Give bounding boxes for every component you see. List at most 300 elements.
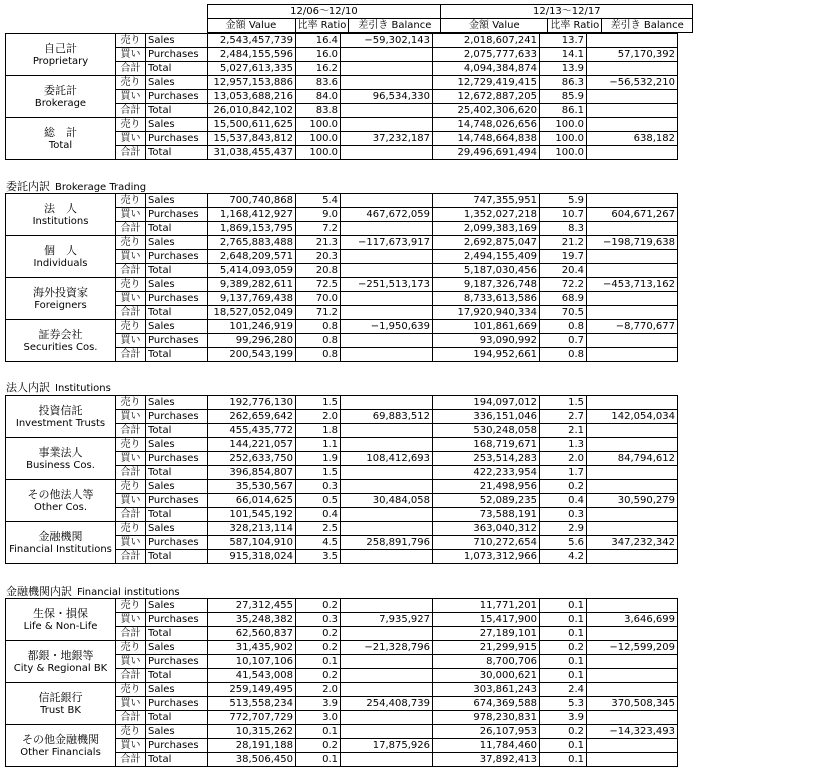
row-type-jp: 合計 (116, 711, 146, 725)
table-row (6, 76, 678, 90)
value-cell-2: 2,018,607,241 (433, 34, 540, 48)
value-cell-1: 2,765,883,488 (208, 236, 296, 250)
ratio-cell-2: 86.3 (540, 76, 587, 90)
value-cell-1: 144,221,057 (208, 438, 296, 452)
balance-cell-1 (341, 550, 433, 564)
group-name-jp: その他法人等 (27, 487, 94, 501)
ratio-cell-1: 100.0 (296, 146, 341, 160)
value-cell-2: 26,107,953 (433, 725, 540, 739)
value-cell-1: 12,957,153,886 (208, 76, 296, 90)
group-name-en: City & Regional BK (13, 662, 108, 674)
balance-cell-1 (341, 599, 433, 613)
balance-cell-2 (587, 34, 678, 48)
ratio-cell-1: 2.5 (296, 522, 341, 536)
group-name (6, 34, 116, 76)
value-cell-2: 2,494,155,409 (433, 250, 540, 264)
value-cell-1: 15,537,843,812 (208, 132, 296, 146)
row-type-en: Purchases (146, 655, 208, 669)
ratio-cell-1: 0.2 (296, 627, 341, 641)
value-cell-2: 14,748,664,838 (433, 132, 540, 146)
value-cell-2: 52,089,235 (433, 494, 540, 508)
ratio-cell-2: 13.9 (540, 62, 587, 76)
value-cell-1: 99,296,280 (208, 334, 296, 348)
ratio-cell-1: 7.2 (296, 222, 341, 236)
value-cell-1: 5,414,093,059 (208, 264, 296, 278)
balance-cell-2 (587, 627, 678, 641)
balance-cell-2 (587, 669, 678, 683)
value-cell-1: 10,107,106 (208, 655, 296, 669)
ratio-cell-1: 1.1 (296, 438, 341, 452)
ratio-cell-2: 19.7 (540, 250, 587, 264)
group-name-jp: 金融機関 (38, 529, 83, 543)
table-row (6, 278, 678, 292)
row-type-en: Total (146, 669, 208, 683)
row-type-jp: 合計 (116, 348, 146, 362)
balance-cell-1 (341, 725, 433, 739)
ratio-cell-2: 0.1 (540, 613, 587, 627)
group-name (6, 438, 116, 480)
balance-cell-1: −117,673,917 (341, 236, 433, 250)
balance-cell-1: 96,534,330 (341, 90, 433, 104)
row-type-en: Purchases (146, 132, 208, 146)
row-type-jp: 売り (116, 278, 146, 292)
ratio-cell-2: 2.1 (540, 424, 587, 438)
value-cell-2: 2,099,383,169 (433, 222, 540, 236)
value-cell-1: 396,854,807 (208, 466, 296, 480)
value-cell-1: 2,648,209,571 (208, 250, 296, 264)
row-type-jp: 売り (116, 522, 146, 536)
balance-cell-1 (341, 438, 433, 452)
group-name-en: Securities Cos. (23, 341, 98, 353)
balance-cell-2 (587, 683, 678, 697)
balance-cell-2: 84,794,612 (587, 452, 678, 466)
value-cell-1: 28,191,188 (208, 739, 296, 753)
data-table (5, 395, 678, 564)
value-cell-1: 1,168,412,927 (208, 208, 296, 222)
ratio-cell-2: 0.1 (540, 655, 587, 669)
table-row (6, 236, 678, 250)
row-type-en: Sales (146, 725, 208, 739)
row-type-en: Purchases (146, 48, 208, 62)
balance-cell-2: −56,532,210 (587, 76, 678, 90)
ratio-cell-2: 1.5 (540, 396, 587, 410)
balance-cell-1: 254,408,739 (341, 697, 433, 711)
group-name-jp: 法 人 (44, 201, 77, 215)
value-cell-2: 253,514,283 (433, 452, 540, 466)
ratio-cell-1: 2.0 (296, 683, 341, 697)
value-cell-1: 31,435,902 (208, 641, 296, 655)
balance-cell-2: 638,182 (587, 132, 678, 146)
row-type-en: Sales (146, 118, 208, 132)
balance-cell-1: 37,232,187 (341, 132, 433, 146)
group-name-jp: 委託計 (44, 83, 77, 97)
value-cell-2: 27,189,101 (433, 627, 540, 641)
balance-cell-1: 108,412,693 (341, 452, 433, 466)
group-name-jp: 自己計 (44, 41, 77, 55)
group-name (6, 396, 116, 438)
balance-cell-2 (587, 424, 678, 438)
balance-cell-2 (587, 250, 678, 264)
section-title (6, 381, 111, 394)
row-type-en: Purchases (146, 452, 208, 466)
row-type-en: Total (146, 711, 208, 725)
row-type-en: Total (146, 146, 208, 160)
group-name (6, 320, 116, 362)
group-name (6, 599, 116, 641)
ratio-cell-1: 0.2 (296, 669, 341, 683)
balance-cell-2 (587, 90, 678, 104)
ratio-cell-1: 84.0 (296, 90, 341, 104)
row-type-jp: 買い (116, 410, 146, 424)
ratio-cell-1: 71.2 (296, 306, 341, 320)
section-title-en: Financial institutions (77, 587, 180, 598)
data-table (5, 598, 678, 767)
balance-cell-2 (587, 711, 678, 725)
table-row (6, 641, 678, 655)
balance-cell-2: −453,713,162 (587, 278, 678, 292)
balance-cell-1 (341, 396, 433, 410)
group-name-en: Proprietary (32, 55, 89, 67)
row-type-jp: 売り (116, 118, 146, 132)
ratio-header-1: 比率 Ratio (295, 19, 349, 33)
value-cell-2: 8,700,706 (433, 655, 540, 669)
value-cell-2: 14,748,026,656 (433, 118, 540, 132)
value-cell-1: 62,560,837 (208, 627, 296, 641)
row-type-en: Sales (146, 76, 208, 90)
balance-cell-1: 69,883,512 (341, 410, 433, 424)
value-cell-2: 747,355,951 (433, 194, 540, 208)
row-type-jp: 買い (116, 90, 146, 104)
row-type-en: Sales (146, 641, 208, 655)
balance-cell-1 (341, 348, 433, 362)
balance-cell-1: 258,891,796 (341, 536, 433, 550)
group-name-jp: その他金融機関 (22, 732, 99, 746)
balance-cell-1 (341, 264, 433, 278)
ratio-cell-1: 83.8 (296, 104, 341, 118)
value-cell-1: 38,506,450 (208, 753, 296, 767)
row-type-jp: 買い (116, 208, 146, 222)
row-type-jp: 合計 (116, 466, 146, 480)
row-type-jp: 売り (116, 34, 146, 48)
table-row (6, 194, 678, 208)
balance-cell-2: −12,599,209 (587, 641, 678, 655)
ratio-cell-2: 0.1 (540, 627, 587, 641)
ratio-cell-2: 0.1 (540, 739, 587, 753)
row-type-en: Sales (146, 599, 208, 613)
ratio-cell-2: 5.9 (540, 194, 587, 208)
row-type-jp: 売り (116, 320, 146, 334)
row-type-en: Purchases (146, 334, 208, 348)
row-type-jp: 買い (116, 250, 146, 264)
balance-cell-1 (341, 306, 433, 320)
group-name (6, 278, 116, 320)
group-name-jp: 総 計 (44, 125, 77, 139)
value-cell-2: 674,369,588 (433, 697, 540, 711)
row-type-en: Purchases (146, 90, 208, 104)
balance-cell-1: 17,875,926 (341, 739, 433, 753)
balance-cell-1 (341, 250, 433, 264)
ratio-cell-1: 0.1 (296, 753, 341, 767)
ratio-cell-1: 0.2 (296, 641, 341, 655)
table-row (6, 683, 678, 697)
balance-cell-1 (341, 292, 433, 306)
group-name-jp: 投資信託 (38, 403, 83, 417)
ratio-cell-1: 3.0 (296, 711, 341, 725)
balance-cell-1 (341, 466, 433, 480)
value-cell-1: 10,315,262 (208, 725, 296, 739)
section-title-jp: 委託内訳 (6, 180, 50, 193)
ratio-cell-2: 13.7 (540, 34, 587, 48)
balance-cell-1 (341, 222, 433, 236)
ratio-cell-1: 1.5 (296, 466, 341, 480)
value-cell-2: 37,892,413 (433, 753, 540, 767)
group-name-en: Life & Non-Life (23, 620, 98, 632)
row-type-en: Purchases (146, 697, 208, 711)
ratio-cell-1: 0.3 (296, 480, 341, 494)
ratio-cell-2: 0.4 (540, 494, 587, 508)
ratio-cell-1: 0.8 (296, 348, 341, 362)
row-type-en: Total (146, 306, 208, 320)
balance-cell-2: −8,770,677 (587, 320, 678, 334)
ratio-cell-1: 5.4 (296, 194, 341, 208)
row-type-jp: 合計 (116, 669, 146, 683)
balance-cell-2 (587, 62, 678, 76)
balance-cell-2: 30,590,279 (587, 494, 678, 508)
row-type-jp: 合計 (116, 264, 146, 278)
value-cell-1: 455,435,772 (208, 424, 296, 438)
ratio-cell-2: 0.2 (540, 725, 587, 739)
table-row (6, 118, 678, 132)
value-cell-1: 1,869,153,795 (208, 222, 296, 236)
row-type-jp: 売り (116, 76, 146, 90)
value-cell-2: 422,233,954 (433, 466, 540, 480)
group-name-jp: 生保・損保 (33, 606, 88, 620)
data-table (5, 193, 678, 362)
ratio-cell-2: 2.9 (540, 522, 587, 536)
ratio-cell-1: 3.5 (296, 550, 341, 564)
row-type-jp: 買い (116, 739, 146, 753)
value-cell-2: 1,073,312,966 (433, 550, 540, 564)
period-2-header: 12/13～12/17 (441, 5, 693, 19)
value-cell-1: 35,248,382 (208, 613, 296, 627)
group-name-en: Foreigners (34, 299, 87, 311)
row-type-jp: 合計 (116, 627, 146, 641)
value-cell-2: 12,729,419,415 (433, 76, 540, 90)
group-name-en: Brokerage (34, 97, 87, 109)
amount-header-1: 金額 Value (207, 19, 295, 33)
table-row (6, 522, 678, 536)
row-type-jp: 買い (116, 655, 146, 669)
row-type-en: Purchases (146, 739, 208, 753)
value-cell-1: 9,137,769,438 (208, 292, 296, 306)
value-cell-1: 200,543,199 (208, 348, 296, 362)
balance-cell-1 (341, 118, 433, 132)
ratio-cell-2: 72.2 (540, 278, 587, 292)
group-name-jp: 都銀・地銀等 (27, 648, 94, 662)
balance-cell-2 (587, 466, 678, 480)
row-type-jp: 合計 (116, 424, 146, 438)
row-type-en: Purchases (146, 613, 208, 627)
ratio-cell-1: 0.4 (296, 508, 341, 522)
balance-cell-2 (587, 522, 678, 536)
ratio-cell-2: 100.0 (540, 132, 587, 146)
value-cell-1: 27,312,455 (208, 599, 296, 613)
row-type-en: Sales (146, 278, 208, 292)
ratio-cell-1: 1.9 (296, 452, 341, 466)
balance-cell-2: −14,323,493 (587, 725, 678, 739)
ratio-cell-1: 16.0 (296, 48, 341, 62)
ratio-cell-1: 0.5 (296, 494, 341, 508)
row-type-jp: 売り (116, 683, 146, 697)
row-type-en: Purchases (146, 208, 208, 222)
row-type-jp: 売り (116, 480, 146, 494)
value-cell-2: 530,248,058 (433, 424, 540, 438)
row-type-en: Sales (146, 320, 208, 334)
value-cell-1: 915,318,024 (208, 550, 296, 564)
ratio-cell-2: 20.4 (540, 264, 587, 278)
value-cell-1: 259,149,495 (208, 683, 296, 697)
group-name-en: Business Cos. (26, 459, 95, 471)
ratio-cell-2: 2.7 (540, 410, 587, 424)
row-type-en: Sales (146, 194, 208, 208)
row-type-en: Total (146, 424, 208, 438)
row-type-jp: 買い (116, 48, 146, 62)
row-type-en: Sales (146, 438, 208, 452)
value-cell-1: 5,027,613,335 (208, 62, 296, 76)
value-cell-1: 262,659,642 (208, 410, 296, 424)
balance-cell-1: −251,513,173 (341, 278, 433, 292)
ratio-cell-2: 5.6 (540, 536, 587, 550)
balance-cell-1: 7,935,927 (341, 613, 433, 627)
balance-cell-1 (341, 480, 433, 494)
table-row (6, 320, 678, 334)
balance-cell-1 (341, 627, 433, 641)
balance-cell-1 (341, 76, 433, 90)
table-row (6, 480, 678, 494)
balance-header-1: 差引き Balance (349, 19, 441, 33)
row-type-jp: 買い (116, 697, 146, 711)
group-name-jp: 海外投資家 (33, 285, 88, 299)
value-cell-1: 13,053,688,216 (208, 90, 296, 104)
balance-cell-2: 370,508,345 (587, 697, 678, 711)
value-cell-2: 12,672,887,205 (433, 90, 540, 104)
ratio-cell-2: 2.4 (540, 683, 587, 697)
balance-cell-2 (587, 655, 678, 669)
section-title (6, 180, 146, 193)
balance-cell-1: −59,302,143 (341, 34, 433, 48)
row-type-jp: 売り (116, 236, 146, 250)
row-type-en: Sales (146, 480, 208, 494)
value-cell-1: 772,707,729 (208, 711, 296, 725)
value-cell-2: 978,230,831 (433, 711, 540, 725)
row-type-jp: 合計 (116, 146, 146, 160)
group-name-en: Total (48, 139, 73, 151)
value-cell-1: 101,545,192 (208, 508, 296, 522)
ratio-cell-2: 68.9 (540, 292, 587, 306)
ratio-cell-1: 0.3 (296, 613, 341, 627)
balance-cell-2: 604,671,267 (587, 208, 678, 222)
section-title-jp: 金融機関内訳 (6, 585, 72, 598)
data-table (5, 33, 678, 160)
value-cell-2: 21,299,915 (433, 641, 540, 655)
balance-cell-2 (587, 264, 678, 278)
ratio-cell-1: 0.1 (296, 725, 341, 739)
ratio-cell-1: 16.4 (296, 34, 341, 48)
row-type-jp: 売り (116, 599, 146, 613)
row-type-en: Sales (146, 522, 208, 536)
ratio-cell-2: 0.8 (540, 320, 587, 334)
column-header (5, 4, 693, 33)
ratio-cell-1: 1.5 (296, 396, 341, 410)
row-type-jp: 買い (116, 613, 146, 627)
ratio-cell-2: 4.2 (540, 550, 587, 564)
value-cell-2: 194,952,661 (433, 348, 540, 362)
ratio-cell-1: 100.0 (296, 132, 341, 146)
value-cell-2: 303,861,243 (433, 683, 540, 697)
row-type-en: Purchases (146, 292, 208, 306)
row-type-jp: 買い (116, 132, 146, 146)
value-cell-2: 101,861,669 (433, 320, 540, 334)
row-type-en: Total (146, 104, 208, 118)
group-name (6, 725, 116, 767)
balance-cell-2 (587, 508, 678, 522)
value-cell-1: 101,246,919 (208, 320, 296, 334)
ratio-cell-2: 2.0 (540, 452, 587, 466)
balance-cell-2 (587, 753, 678, 767)
value-cell-2: 2,692,875,047 (433, 236, 540, 250)
section-title-en: Institutions (55, 383, 111, 394)
balance-cell-2 (587, 146, 678, 160)
table-row (6, 34, 678, 48)
ratio-cell-2: 0.1 (540, 669, 587, 683)
balance-cell-1 (341, 655, 433, 669)
balance-cell-1 (341, 711, 433, 725)
balance-cell-2: 347,232,342 (587, 536, 678, 550)
row-type-jp: 買い (116, 334, 146, 348)
balance-cell-1 (341, 669, 433, 683)
balance-cell-2 (587, 599, 678, 613)
row-type-jp: 合計 (116, 222, 146, 236)
value-cell-1: 328,213,114 (208, 522, 296, 536)
group-name-en: Other Cos. (33, 501, 88, 513)
value-cell-2: 1,352,027,218 (433, 208, 540, 222)
row-type-jp: 合計 (116, 306, 146, 320)
value-cell-1: 2,543,457,739 (208, 34, 296, 48)
group-name (6, 683, 116, 725)
value-cell-1: 26,010,842,102 (208, 104, 296, 118)
amount-header-2: 金額 Value (441, 19, 548, 33)
value-cell-2: 30,000,621 (433, 669, 540, 683)
row-type-en: Total (146, 508, 208, 522)
row-type-en: Total (146, 264, 208, 278)
value-cell-2: 11,784,460 (433, 739, 540, 753)
period-1-header: 12/06～12/10 (207, 5, 441, 19)
balance-cell-2: −198,719,638 (587, 236, 678, 250)
balance-cell-1 (341, 146, 433, 160)
value-cell-1: 587,104,910 (208, 536, 296, 550)
ratio-cell-1: 20.3 (296, 250, 341, 264)
group-name-jp: 事業法人 (38, 445, 83, 459)
group-name (6, 480, 116, 522)
row-type-jp: 売り (116, 194, 146, 208)
table-row (6, 438, 678, 452)
balance-cell-1 (341, 334, 433, 348)
balance-cell-1 (341, 753, 433, 767)
value-cell-2: 8,733,613,586 (433, 292, 540, 306)
value-cell-1: 31,038,455,437 (208, 146, 296, 160)
group-name-jp: 証券会社 (38, 327, 83, 341)
row-type-jp: 売り (116, 725, 146, 739)
